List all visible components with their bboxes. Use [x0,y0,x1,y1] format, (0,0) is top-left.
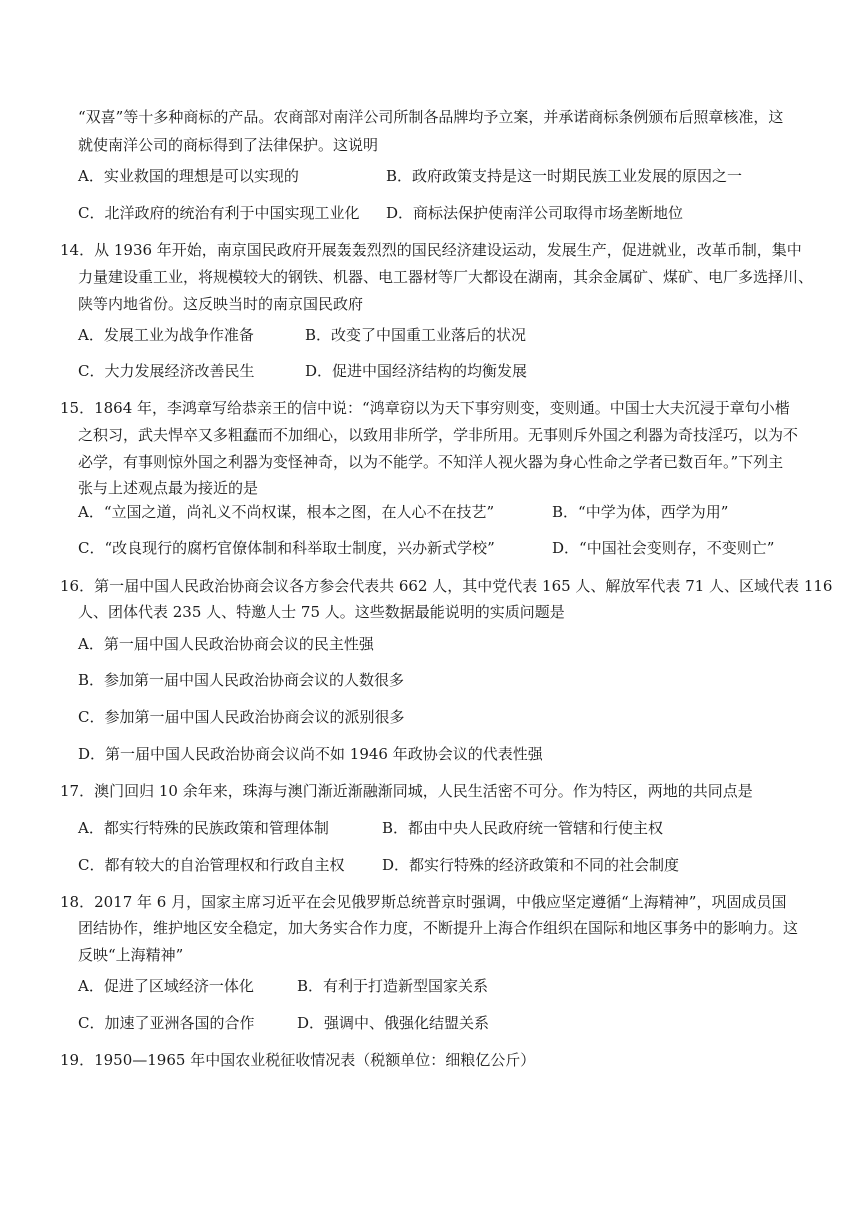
q13-option-d: D．商标法保护使南洋公司取得市场垄断地位 [386,204,684,222]
q15-option-c: C．“改良现行的腐朽官僚体制和科举取士制度，兴办新式学校” [78,539,495,557]
q18-stem-line-1: 18．2017 年 6 月，国家主席习近平在会见俄罗斯总统普京时强调，中俄应坚定遵循“上海精神”，巩固成员国 [60,893,787,911]
q18-stem-line-3: 反映“上海精神” [78,946,184,964]
q15-option-b: B．“中学为体，西学为用” [552,503,729,521]
q13-stem-line-1: “双喜”等十多种商标的产品。农商部对南洋公司所制各品牌均予立案，并承诺商标条例颁布后照章核准，这 [78,108,784,126]
q14-option-b: B．改变了中国重工业落后的状况 [305,326,527,344]
q15-stem-line-4: 张与上述观点最为接近的是 [78,479,259,497]
q14-stem-line-2: 力量建设重工业，将规模较大的钢铁、机器、电工器材等厂大都设在湖南，其余金属矿、煤矿、电厂多选择川、 [78,268,814,286]
q17-option-a: A．都实行特殊的民族政策和管理体制 [78,819,329,837]
q18-option-b: B．有利于打造新型国家关系 [297,977,489,995]
q14-stem-line-3: 陕等内地省份。这反映当时的南京国民政府 [78,295,364,313]
q14-option-d: D．促进中国经济结构的均衡发展 [305,362,528,380]
q18-stem-line-2: 团结协作，维护地区安全稳定，加大务实合作力度，不断提升上海合作组织在国际和地区事务中的影响力。这 [78,919,799,937]
q14-option-c: C．大力发展经济改善民生 [78,362,255,380]
q13-option-b: B．政府政策支持是这一时期民族工业发展的原因之一 [386,167,743,185]
q17-option-d: D．都实行特殊的经济政策和不同的社会制度 [382,856,680,874]
q15-option-d: D．“中国社会变则存，不变则亡” [552,539,775,557]
q15-option-a: A．“立国之道，尚礼义不尚权谋，根本之图，在人心不在技艺” [78,503,495,521]
q18-option-a: A．促进了区域经济一体化 [78,977,254,995]
q16-option-d: D．第一届中国人民政治协商会议尚不如 1946 年政协会议的代表性强 [78,745,543,763]
q15-stem-line-3: 必学，有事则惊外国之利器为变怪神奇，以为不能学。不知洋人视火器为身心性命之学者已数百年。”下列主 [78,453,784,471]
q13-option-c: C．北洋政府的统治有利于中国实现工业化 [78,204,360,222]
q16-stem-line-2: 人、团体代表 235 人、特邀人士 75 人。这些数据最能说明的实质问题是 [78,603,565,621]
q15-stem-line-2: 之积习，武夫悍卒又多粗蠢而不加细心，以致用非所学，学非所用。无事则斥外国之利器为奇技淫巧，以为不 [78,426,799,444]
q14-stem-line-1: 14．从 1936 年开始，南京国民政府开展轰轰烈烈的国民经济建设运动，发展生产，促进就业，改革币制，集中 [60,241,802,259]
q18-option-c: C．加速了亚洲各国的合作 [78,1014,255,1032]
q13-stem-line-2: 就使南洋公司的商标得到了法律保护。这说明 [78,136,379,154]
q19-stem-line-1: 19．1950—1965 年中国农业税征收情况表（税额单位：细粮亿公斤） [60,1051,536,1069]
q16-option-c: C．参加第一届中国人民政治协商会议的派别很多 [78,708,405,726]
q18-option-d: D．强调中、俄强化结盟关系 [297,1014,490,1032]
q15-stem-line-1: 15．1864 年，李鸿章写给恭亲王的信中说：“鸿章窃以为天下事穷则变，变则通。中国士大夫沉浸于章句小楷 [60,399,790,417]
q16-option-b: B．参加第一届中国人民政治协商会议的人数很多 [78,671,405,689]
q17-option-b: B．都由中央人民政府统一管辖和行使主权 [382,819,664,837]
q16-stem-line-1: 16．第一届中国人民政治协商会议各方参会代表共 662 人，其中党代表 165 人、解放军代表 71 人、区域代表 116 [60,577,833,595]
q14-option-a: A．发展工业为战争作准备 [78,326,254,344]
q17-option-c: C．都有较大的自治管理权和行政自主权 [78,856,345,874]
q16-option-a: A．第一届中国人民政治协商会议的民主性强 [78,635,374,653]
q17-stem-line-1: 17．澳门回归 10 余年来，珠海与澳门渐近渐融渐同城，人民生活密不可分。作为特区，两地的共同点是 [60,782,753,800]
q13-option-a: A．实业救国的理想是可以实现的 [78,167,299,185]
